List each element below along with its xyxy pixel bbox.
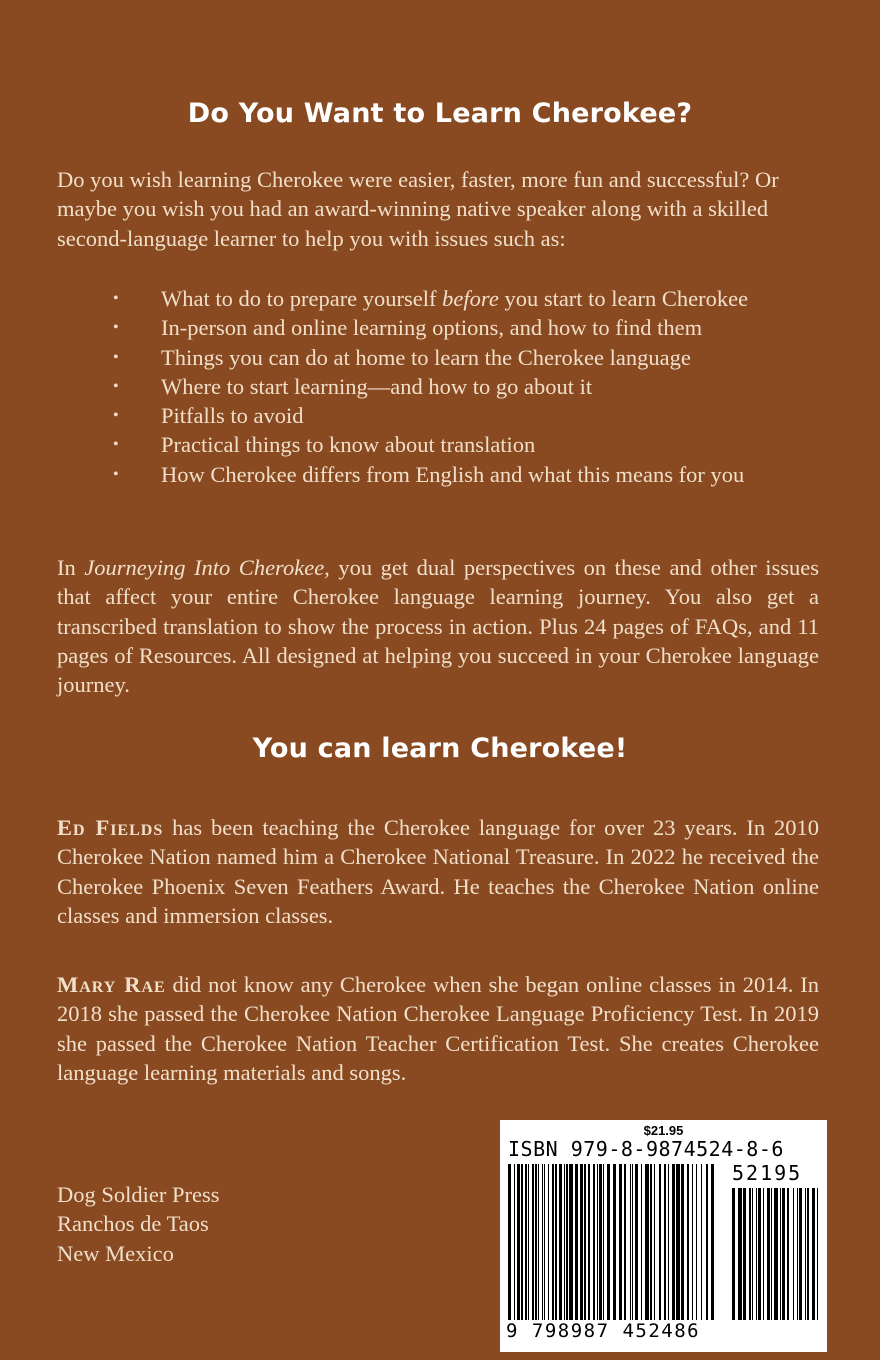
bullet-icon: • <box>113 348 119 366</box>
barcode-bar <box>706 1164 708 1320</box>
barcode-graphic <box>500 1120 827 1352</box>
publisher-info <box>57 1180 220 1268</box>
barcode-bar <box>548 1164 549 1320</box>
barcode-bar <box>758 1188 761 1320</box>
barcode-bar <box>732 1188 735 1320</box>
barcode-bar <box>650 1164 652 1320</box>
intro-paragraph: Do you wish learning Cherokee were easier, faster, more fun and successful? Or maybe you wish you had an award-winning native speaker along with a skilled second-language learner to help you with issues such as: <box>57 167 779 251</box>
barcode-bar <box>535 1164 537 1320</box>
barcode-bar <box>752 1188 753 1320</box>
list-item: • How Cherokee differs from English and what this means for you <box>57 460 827 489</box>
barcode-bar <box>538 1164 539 1320</box>
isbn-text: ISBN 979-8-9874524-8-6 <box>508 1137 784 1161</box>
barcode-bar <box>542 1164 543 1320</box>
barcode-bar <box>566 1164 568 1320</box>
barcode-bar <box>552 1164 554 1320</box>
author-name: Ed Fields <box>57 815 164 840</box>
barcode-bar <box>793 1188 794 1320</box>
list-item: • Practical things to know about translation <box>57 430 827 459</box>
list-item: • What to do to prepare yourself before you start to learn Cherokee <box>57 284 827 313</box>
barcode-bar <box>593 1164 595 1320</box>
barcode-bar <box>696 1164 697 1320</box>
barcode-bar <box>555 1164 557 1320</box>
barcode-bar <box>659 1164 661 1320</box>
barcode-bar <box>711 1164 714 1320</box>
ean-digits: 9 798987 452486 <box>506 1320 701 1342</box>
list-item: • Things you can do at home to learn the Cherokee language <box>57 343 827 372</box>
barcode-bar <box>528 1164 529 1320</box>
barcode-bar <box>624 1164 626 1320</box>
barcode-bar <box>575 1164 578 1320</box>
barcode-bar <box>525 1164 527 1320</box>
publisher-name: Dog Soldier Press <box>57 1182 220 1207</box>
barcode-bar <box>787 1188 789 1320</box>
barcode-bar <box>664 1164 666 1320</box>
barcode-bar <box>799 1188 802 1320</box>
barcode-bar <box>564 1164 565 1320</box>
list-item: • Where to start learning—and how to go about it <box>57 372 827 401</box>
barcode-bar <box>613 1164 616 1320</box>
bullet-icon: • <box>113 465 119 483</box>
bullet-icon: • <box>113 377 119 395</box>
price-text: $21.95 <box>643 1123 684 1138</box>
barcode-bar <box>532 1164 534 1320</box>
sub-heading: You can learn Cherokee! <box>252 733 628 764</box>
barcode-bar <box>580 1164 583 1320</box>
list-item: • Pitfalls to avoid <box>57 401 827 430</box>
barcode-bar <box>517 1164 520 1320</box>
issues-list <box>57 284 827 489</box>
barcode-bar <box>597 1164 598 1320</box>
barcode-bar <box>630 1164 631 1320</box>
publisher-city: Ranchos de Taos <box>57 1211 209 1237</box>
bullet-icon: • <box>113 407 119 425</box>
barcode-bar <box>812 1188 815 1320</box>
barcode-bar <box>771 1188 772 1320</box>
barcode-bar <box>632 1164 633 1320</box>
barcode-bar <box>603 1164 604 1320</box>
author-name: Mary Rae <box>57 972 166 997</box>
bullet-icon: • <box>113 319 119 337</box>
barcode-bar <box>756 1188 757 1320</box>
barcode-bar <box>763 1188 764 1320</box>
barcode-bar <box>619 1164 622 1320</box>
barcode-bar <box>749 1188 751 1320</box>
book-title: Journeying Into Cherokee, <box>84 555 330 580</box>
barcode-bar <box>805 1188 806 1320</box>
barcode-bar <box>782 1188 785 1320</box>
book-description: In Journeying Into Cherokee, you get dual perspectives on these and other issues that affect your entire Cherokee language learning journey. You also get a transcribed translation to show the process in action. Plus 24 pages of FAQs, and 11 pages of Resources. All designed at helping you succeed in your Cherokee language journey. <box>57 555 819 698</box>
barcode-bar <box>687 1164 689 1320</box>
barcode-bar <box>672 1164 675 1320</box>
barcode-bar <box>743 1188 746 1320</box>
barcode-bar <box>514 1164 515 1320</box>
barcode-bar <box>544 1164 545 1320</box>
barcode-bar <box>569 1164 573 1320</box>
barcode-bar <box>681 1164 684 1320</box>
barcode-bar <box>508 1164 511 1320</box>
bullet-icon: • <box>113 290 119 307</box>
barcode-bar <box>584 1164 586 1320</box>
barcode-bar <box>654 1164 655 1320</box>
barcode-bar <box>780 1188 781 1320</box>
author-bio-mary: Mary Rae did not know any Cherokee when she began online classes in 2014. In 2018 she passed the Cherokee Nation Cherokee Language Proficiency Test. In 2019 she passed the Cherokee Nation Teacher Certification Test. She creates Cherokee language learning materials and songs. <box>57 972 819 1085</box>
barcode-bar <box>668 1164 669 1320</box>
barcode-bar <box>588 1164 590 1320</box>
barcode-bar <box>774 1188 778 1320</box>
main-heading: Do You Want to Learn Cherokee? <box>187 98 693 129</box>
barcode-bar <box>559 1164 562 1320</box>
publisher-state: New Mexico <box>57 1240 174 1266</box>
barcode-bar <box>797 1188 798 1320</box>
barcode-bar <box>676 1164 680 1320</box>
barcode-bar <box>645 1164 649 1320</box>
price-code-text: 52195 <box>732 1161 803 1185</box>
barcode-bar <box>692 1164 693 1320</box>
barcode-bar <box>767 1188 770 1320</box>
author-bio-ed: Ed Fields has been teaching the Cherokee language for over 23 years. In 2010 Cherokee Nation named him a Cherokee National Treasure. In 2022 he received the Cherokee Phoenix Seven Feathers Award. He teaches the Cherokee Nation online classes and immersion classes. <box>57 815 819 928</box>
barcode-bar <box>738 1188 742 1320</box>
barcode-bar <box>607 1164 610 1320</box>
barcode-bar <box>807 1188 809 1320</box>
barcode-bar <box>641 1164 642 1320</box>
list-item: • In-person and online learning options, and how to find them <box>57 313 827 342</box>
barcode-label <box>500 1120 827 1352</box>
barcode-bar <box>635 1164 638 1320</box>
barcode-bar <box>701 1164 702 1320</box>
barcode-bar <box>817 1188 818 1320</box>
bullet-icon: • <box>113 436 119 454</box>
barcode-bar <box>521 1164 523 1320</box>
barcode-bar <box>599 1164 602 1320</box>
